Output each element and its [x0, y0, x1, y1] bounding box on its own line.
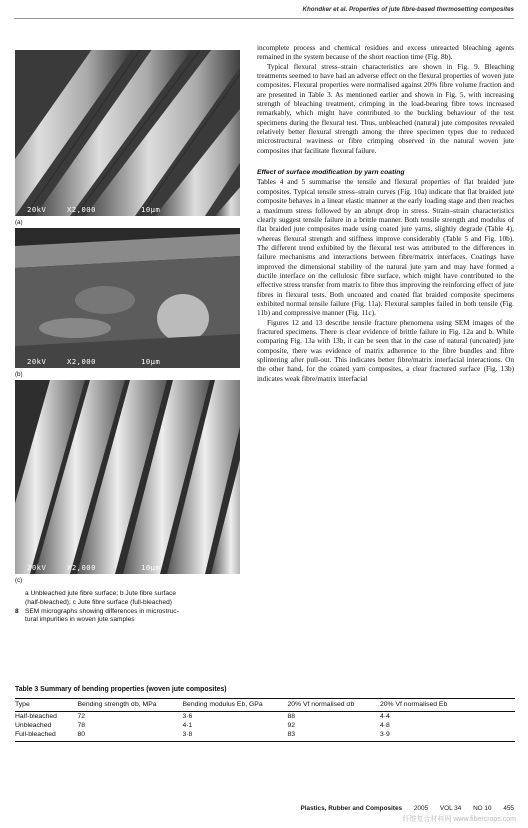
scale-bar-a: 20kV X2,000 10μm	[27, 205, 161, 214]
paragraph: Typical flexural stress–strain characteristics are shown in Fig. 9. Bleaching treatments seemed to have had an adverse effect on the flexural properties of woven jute composites. Flexural properties were normalised against 20% fibre volume fraction and are presented in Table 3. As mentioned earlier and shown in Fig. 5, with increasing strength of bleaching treatment, crimping in the load-bearing fibre tows increased remarkably, which might have contributed to the buckling behaviour of the test specimens during the flexural test. Thus, unbleached (natural) jute composites revealed relatively better flexural strength among the three specimen types due to reduced microstructural waviness or fibre crimping observed in the natural woven jute composites that facilitate flexural failure.	[257, 62, 514, 155]
sem-figure-c	[15, 380, 240, 574]
table-3	[15, 686, 515, 742]
paragraph: Tables 4 and 5 summarise the tensile and flexural properties of flat braided jute composites. Typical tensile stress–strain curves (Fig. 10a) indicate that flat braided jute composite behaves in a linear elastic manner at the early loading stage and then reaches a maximum stress followed by an abrupt drop in stress. Strain–strain characteristics clearly suggest tensile failure in a brittle manner. Both tensile strength and modulus of flat braided jute composites made using coated jute yarns, slightly degrade (Table 4), whereas flexural strength and stiffness improve considerably (Table 5 and Fig. 10b). The different trend exhibited by the flexural test was attributed to the differences in failure mechanisms and interactions between fibre/matrix interfaces. Coatings have improved the dimensional stability of the natural jute yarn and may have formed a ductile interface on the cellulosic fibre surface, which might have contributed to the effective stress transfer from matrix to fibre thus improving the reinforcing effect of jute fibres in flexural tests. Both uncoated and coated flat braided composite specimens exhibited normal tensile failure (Fig. 11a). Flexural samples failed in both tensile (Fig. 11b) and compressive manner (Fig. 11c).	[257, 178, 514, 318]
figure-caption: a Unbleached jute fibre surface; b Jute fibre surface (half-bleached); c Jute fibre surface (full-bleached) 8 SEM micrographs showing differences in microstruc- tural impurities in woven jute samples	[15, 590, 179, 624]
running-header: Khondker et al. Properties of jute fibre-based thermosetting composites	[302, 6, 514, 13]
scale-bar-b: 20kV X2,000 10μm	[27, 357, 161, 366]
paragraph: Figures 12 and 13 describe tensile fracture phenomena using SEM images of the fractured specimens. There is clear evidence of brittle failure in Fig. 12a and b. While comparing Fig. 13a with 13b, it can be seen that in the case of natural (uncoated) jute composite, there was evidence of matrix adherence to the fibre bundles and fibre splintering after pull-out. This indicates better fibre/matrix interfacial interactions. On the other hand, for the coated yarn composites, a clear fractured surface (Fig. 13b) indicates weak fibre/matrix interfacial	[257, 318, 514, 383]
scale-bar-c: 20kV X2,000 10μm	[27, 563, 161, 572]
table-row: Full-bleached 80 3·8 83 3·9	[15, 730, 515, 741]
header-rule	[14, 18, 514, 19]
table-title: Table 3 Summary of bending properties (woven jute composites)	[15, 686, 227, 693]
body-text-column	[257, 44, 514, 384]
figure-tag-a: (a)	[15, 219, 23, 226]
paragraph: incomplete process and chemical residues and excess unreacted bleaching agents remained in the system because of the short reaction time (Fig. 8b).	[257, 44, 514, 62]
page-number: 455	[503, 805, 514, 812]
table-row: Unbleached 78 4·1 92 4·8	[15, 721, 390, 729]
page-footer: Plastics, Rubber and Composites 2005 VOL 34 NO 10 455	[300, 805, 514, 812]
sem-figure-b	[15, 228, 240, 368]
table-row: Half-bleached 72 3·6 88 4·4	[15, 712, 390, 720]
section-heading: Effect of surface modification by yarn coating	[257, 169, 405, 177]
table-header-row: Type Bending strength σb, MPa Bending modulus Eb, GPa 20% Vf normalised σb 20% Vf normalised Eb	[15, 699, 515, 712]
watermark: 纤维复合材料网 www.fibercrops.com	[402, 816, 516, 823]
figure-tag-b: (b)	[15, 371, 23, 378]
figure-tag-c: (c)	[15, 577, 23, 584]
sem-figure-a	[15, 50, 240, 216]
